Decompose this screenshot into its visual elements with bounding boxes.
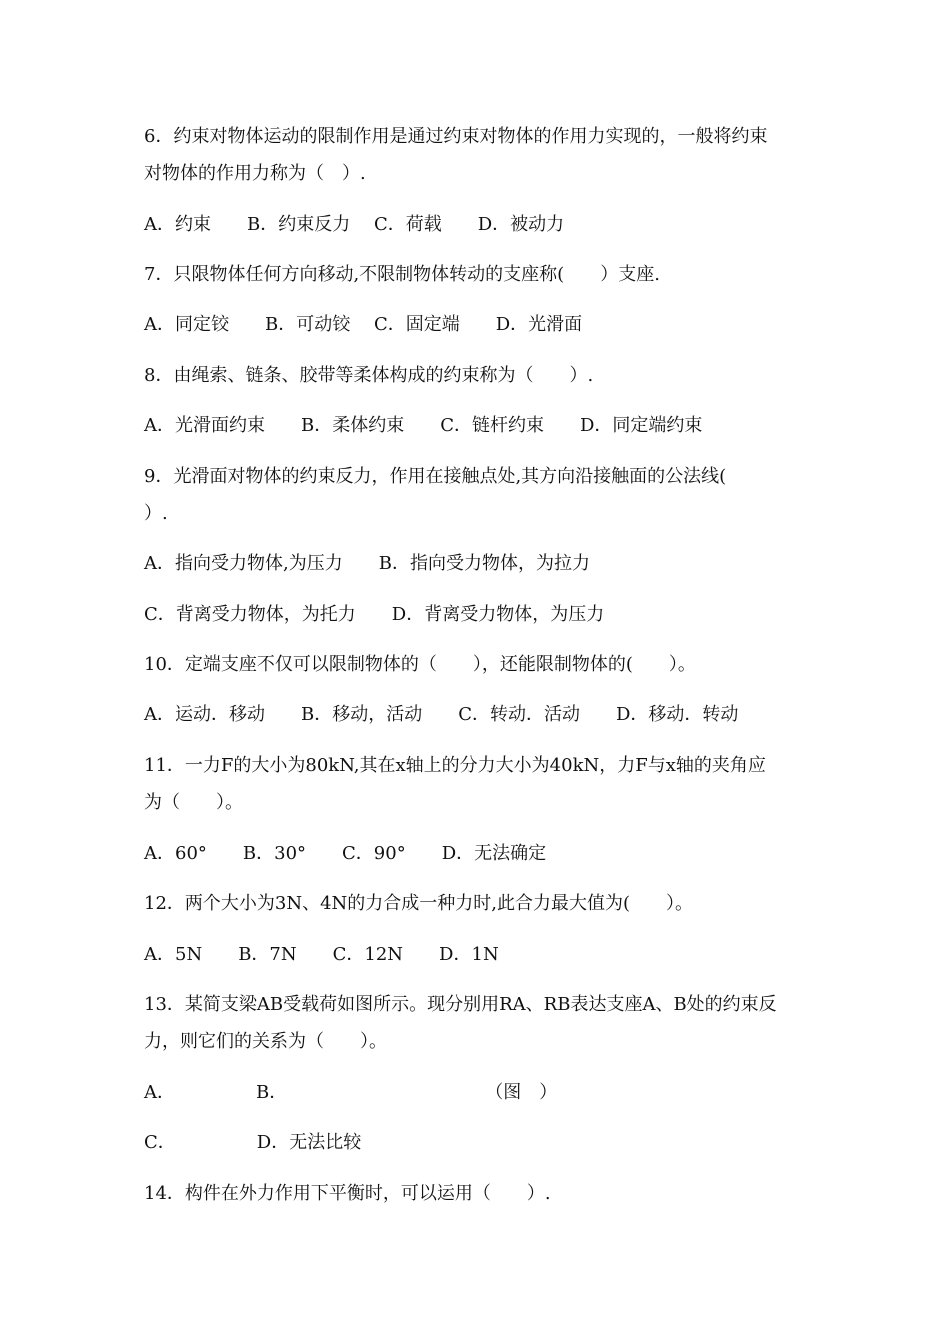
question-13-stem-line-1: 13．某简支梁AB受载荷如图所示。现分别用RA、RB表达支座A、B处的约束反 bbox=[144, 994, 777, 1015]
question-9-options-line-1: A．指向受力物体,为压力 B．指向受力物体，为拉力 bbox=[144, 553, 590, 574]
question-10-stem: 10．定端支座不仅可以限制物体的（ ），还能限制物体的( ）。 bbox=[144, 654, 696, 675]
question-14-stem: 14．构件在外力作用下平衡时，可以运用（ ）. bbox=[144, 1183, 551, 1204]
question-8-stem: 8．由绳索、链条、胶带等柔体构成的约束称为（ ）. bbox=[144, 365, 594, 386]
question-11-options: A．60° B．30° C．90° D．无法确定 bbox=[144, 843, 547, 864]
question-6-options: A．约束 B．约束反力 C．荷载 D．被动力 bbox=[144, 214, 565, 235]
question-13-stem-line-2: 力，则它们的关系为（ ）。 bbox=[144, 1031, 387, 1052]
question-11-stem-line-2: 为（ ）。 bbox=[144, 792, 243, 813]
question-12-options: A．5N B．7N C．12N D．1N bbox=[144, 944, 499, 965]
question-7-stem: 7．只限物体任何方向移动,不限制物体转动的支座称( ）支座. bbox=[144, 264, 660, 285]
question-9-stem-line-1: 9．光滑面对物体的约束反力，作用在接触点处,其方向沿接触面的公法线( bbox=[144, 466, 727, 487]
question-6-stem-line-1: 6．约束对物体运动的限制作用是通过约束对物体的作用力实现的，一般将约束 bbox=[144, 126, 768, 147]
question-13-options-line-2: C． D．无法比较 bbox=[144, 1132, 362, 1153]
question-6-stem-line-2: 对物体的作用力称为（ ）. bbox=[144, 163, 366, 184]
question-13-options-line-1: A． B． （图 ） bbox=[144, 1082, 558, 1103]
question-8-options: A．光滑面约束 B．柔体约束 C．链杆约束 D．同定端约束 bbox=[144, 415, 703, 436]
question-11-stem-line-1: 11．一力F的大小为80kN,其在x轴上的分力大小为40kN，力F与x轴的夹角应 bbox=[144, 755, 766, 776]
question-9-options-line-2: C．背离受力物体，为托力 D．背离受力物体，为压力 bbox=[144, 604, 605, 625]
question-10-options: A．运动．移动 B．移动，活动 C．转动．活动 D．移动．转动 bbox=[144, 704, 739, 725]
question-12-stem: 12．两个大小为3N、4N的力合成一种力时,此合力最大值为( ）。 bbox=[144, 893, 694, 914]
question-9-stem-line-2: ）. bbox=[144, 503, 168, 524]
question-7-options: A．同定铰 B．可动铰 C．固定端 D．光滑面 bbox=[144, 314, 583, 335]
